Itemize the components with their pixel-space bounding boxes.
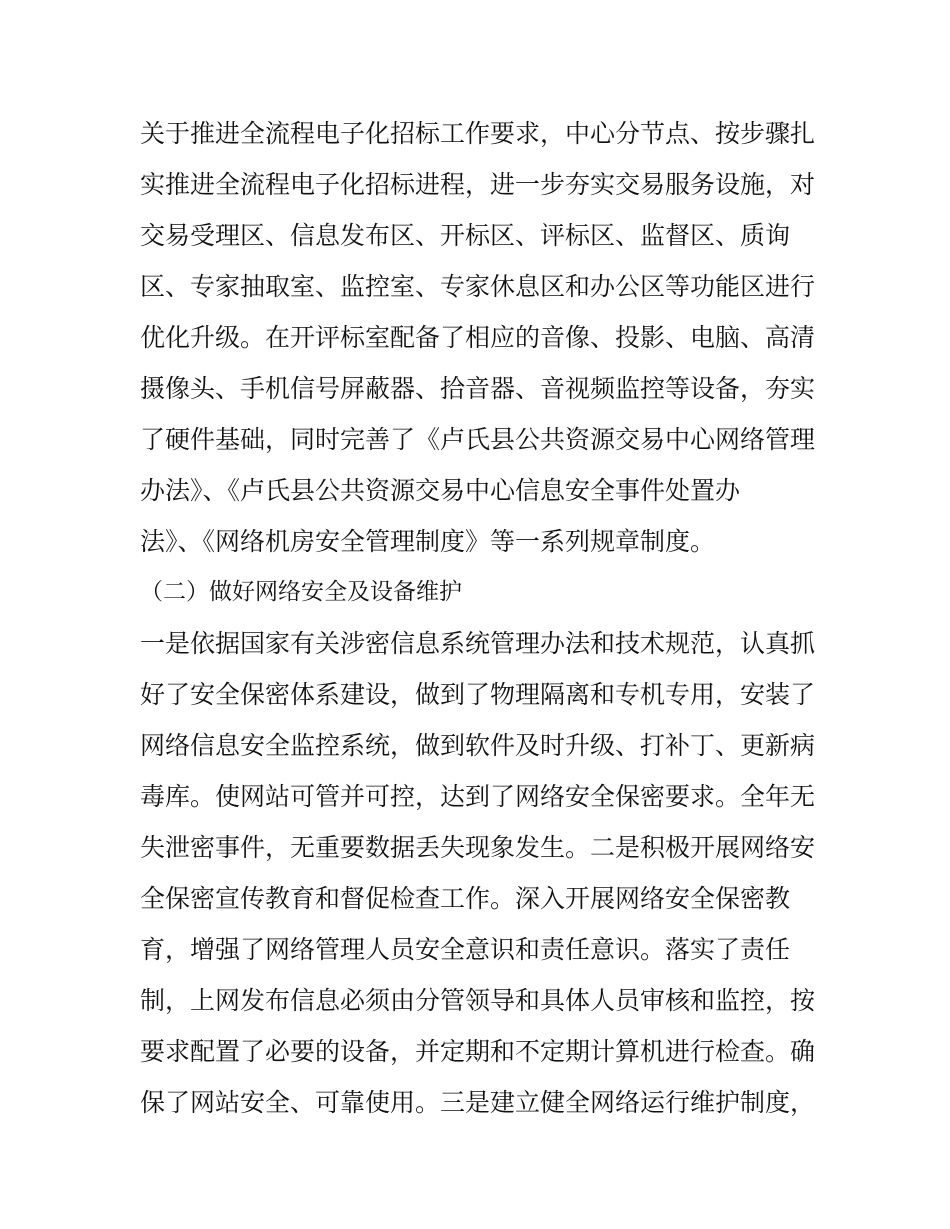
- paragraph-line: 法》、《网络机房安全管理制度》等一系列规章制度。: [140, 527, 716, 556]
- document-body: [140, 108, 820, 1128]
- paragraph-line: 育，增强了网络管理人员安全意识和责任意识。落实了责任: [140, 935, 791, 964]
- paragraph-line: 区、专家抽取室、监控室、专家休息区和办公区等功能区进行: [140, 272, 816, 301]
- paragraph-line: 要求配置了必要的设备，并定期和不定期计算机进行检查。确: [140, 1037, 816, 1066]
- paragraph-line: 毒库。使网站可管并可控，达到了网络安全保密要求。全年无: [140, 782, 816, 811]
- paragraph-line: 摄像头、手机信号屏蔽器、拾音器、音视频监控等设备，夯实: [140, 374, 816, 403]
- paragraph-line: 优化升级。在开评标室配备了相应的音像、投影、电脑、高清: [140, 323, 816, 352]
- paragraph-line: 制，上网发布信息必须由分管领导和具体人员审核和监控，按: [140, 986, 816, 1015]
- paragraph-line: 好了安全保密体系建设，做到了物理隔离和专机专用，安装了: [140, 680, 816, 709]
- paragraph-line: 了硬件基础，同时完善了《卢氏县公共资源交易中心网络管理: [140, 425, 816, 454]
- paragraph-line: 全保密宣传教育和督促检查工作。深入开展网络安全保密教: [140, 884, 791, 913]
- paragraph-line: 关于推进全流程电子化招标工作要求，中心分节点、按步骤扎: [140, 119, 816, 148]
- section-heading: （二）做好网络安全及设备维护: [140, 579, 462, 605]
- paragraph-line: 失泄密事件，无重要数据丢失现象发生。二是积极开展网络安: [140, 833, 816, 862]
- paragraph-line: 交易受理区、信息发布区、开标区、评标区、监督区、质询: [140, 221, 791, 250]
- paragraph-line: 一是依据国家有关涉密信息系统管理办法和技术规范，认真抓: [140, 629, 816, 658]
- paragraph-line: 保了网站安全、可靠使用。三是建立健全网络运行维护制度，: [140, 1088, 816, 1117]
- paragraph-line: 办法》、《卢氏县公共资源交易中心信息安全事件处置办: [140, 476, 741, 505]
- paragraph-line: 网络信息安全监控系统，做到软件及时升级、打补丁、更新病: [140, 731, 816, 760]
- paragraph-line: 实推进全流程电子化招标进程，进一步夯实交易服务设施，对: [140, 170, 816, 199]
